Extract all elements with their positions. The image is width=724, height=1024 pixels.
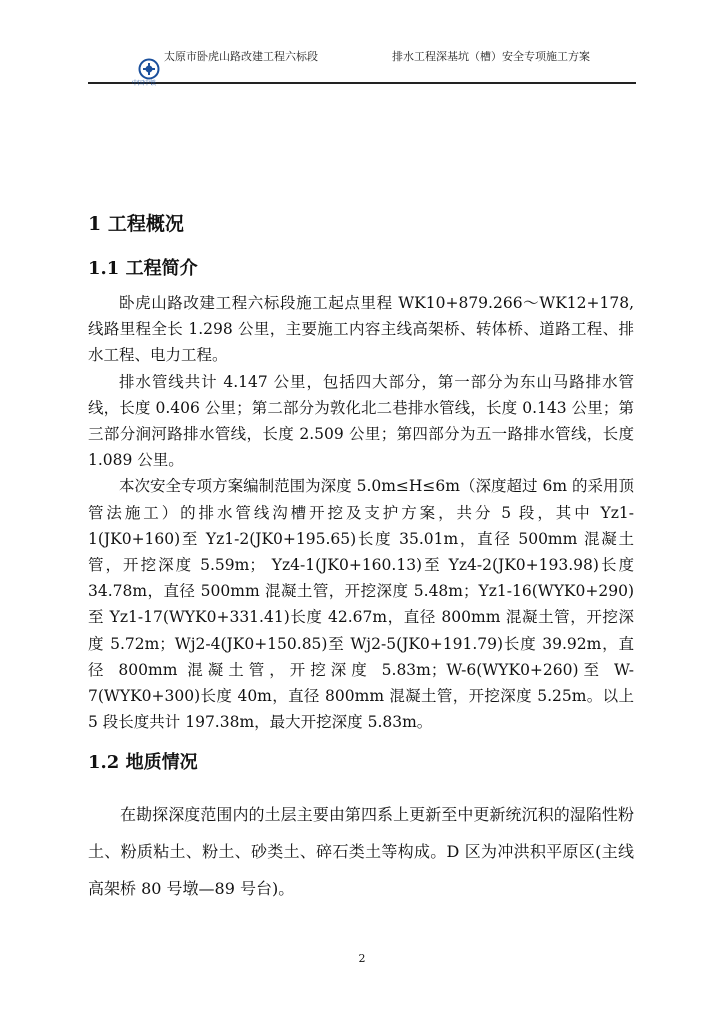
section-1-1-heading: 1.1 工程简介: [88, 258, 198, 279]
section-1-1-body: [88, 290, 634, 735]
paragraph: 卧虎山路改建工程六标段施工起点里程 WK10+879.266～WK12+178,线路里程全长 1.298 公里，主要施工内容主线高架桥、转体桥、道路工程、排水工程、电力工程。: [88, 294, 634, 365]
paragraph: 在勘探深度范围内的土层主要由第四系上更新至中更新统沉积的湿陷性粉土、粉质粘土、粉土、砂类土、碎石类土等构成。D 区为冲洪积平原区(主线高架桥 80 号墩—89 号台)。: [88, 805, 634, 898]
page-header: [88, 46, 636, 87]
header-project-name: 太原市卧虎山路改建工程六标段: [164, 50, 318, 63]
section-1-2-heading: 1.2 地质情况: [88, 752, 198, 773]
paragraph: 排水管线共计 4.147 公里，包括四大部分，第一部分为东山马路排水管线，长度 0.406 公里；第二部分为敦化北二巷排水管线，长度 0.143 公里；第三部分涧河路排水管线，长度 2.509 公里；第四部分为五一路排水管线，长度 1.089 公里。: [88, 372, 634, 470]
section-1-heading: 1 工程概况: [88, 213, 184, 235]
paragraph: 本次安全专项方案编制范围为深度 5.0m≤H≤6m（深度超过 6m 的采用顶管法施工）的排水管线沟槽开挖及支护方案，共分 5 段，其中 Yz1-1(JK0+160)至 Yz1-2(JK0+195.65)长度 35.01m，直径 500mm 混凝土管，开挖深度 5.59m； Yz4-1(JK0+160.13)至 Yz4-2(JK0+193.98)长度 34.78m，直径 500mm 混凝土管，开挖深度 5.48m；Yz1-16(WYK0+290)至 Yz1-17(WYK0+331.41)长度 42.67m，直径 800mm 混凝土管，开挖深度 5.72m；Wj2-4(JK0+150.85)至 Wj2-5(JK0+191.79)长度 39.92m，直径 800mm 混凝土管，开挖深度 5.83m；W-6(WYK0+260)至 W-7(WYK0+300)长度 40m，直径 800mm 混凝土管，开挖深度 5.25m。以上 5 段长度共计 197.38m，最大开挖深度 5.83m。: [88, 477, 634, 732]
header-document-title: 排水工程深基坑（槽）安全专项施工方案: [392, 50, 590, 63]
company-logo-icon: [138, 58, 160, 80]
section-1-2-body: [88, 796, 634, 907]
page-number: 2: [358, 952, 366, 965]
logo-text: 中国中铁: [132, 80, 157, 87]
